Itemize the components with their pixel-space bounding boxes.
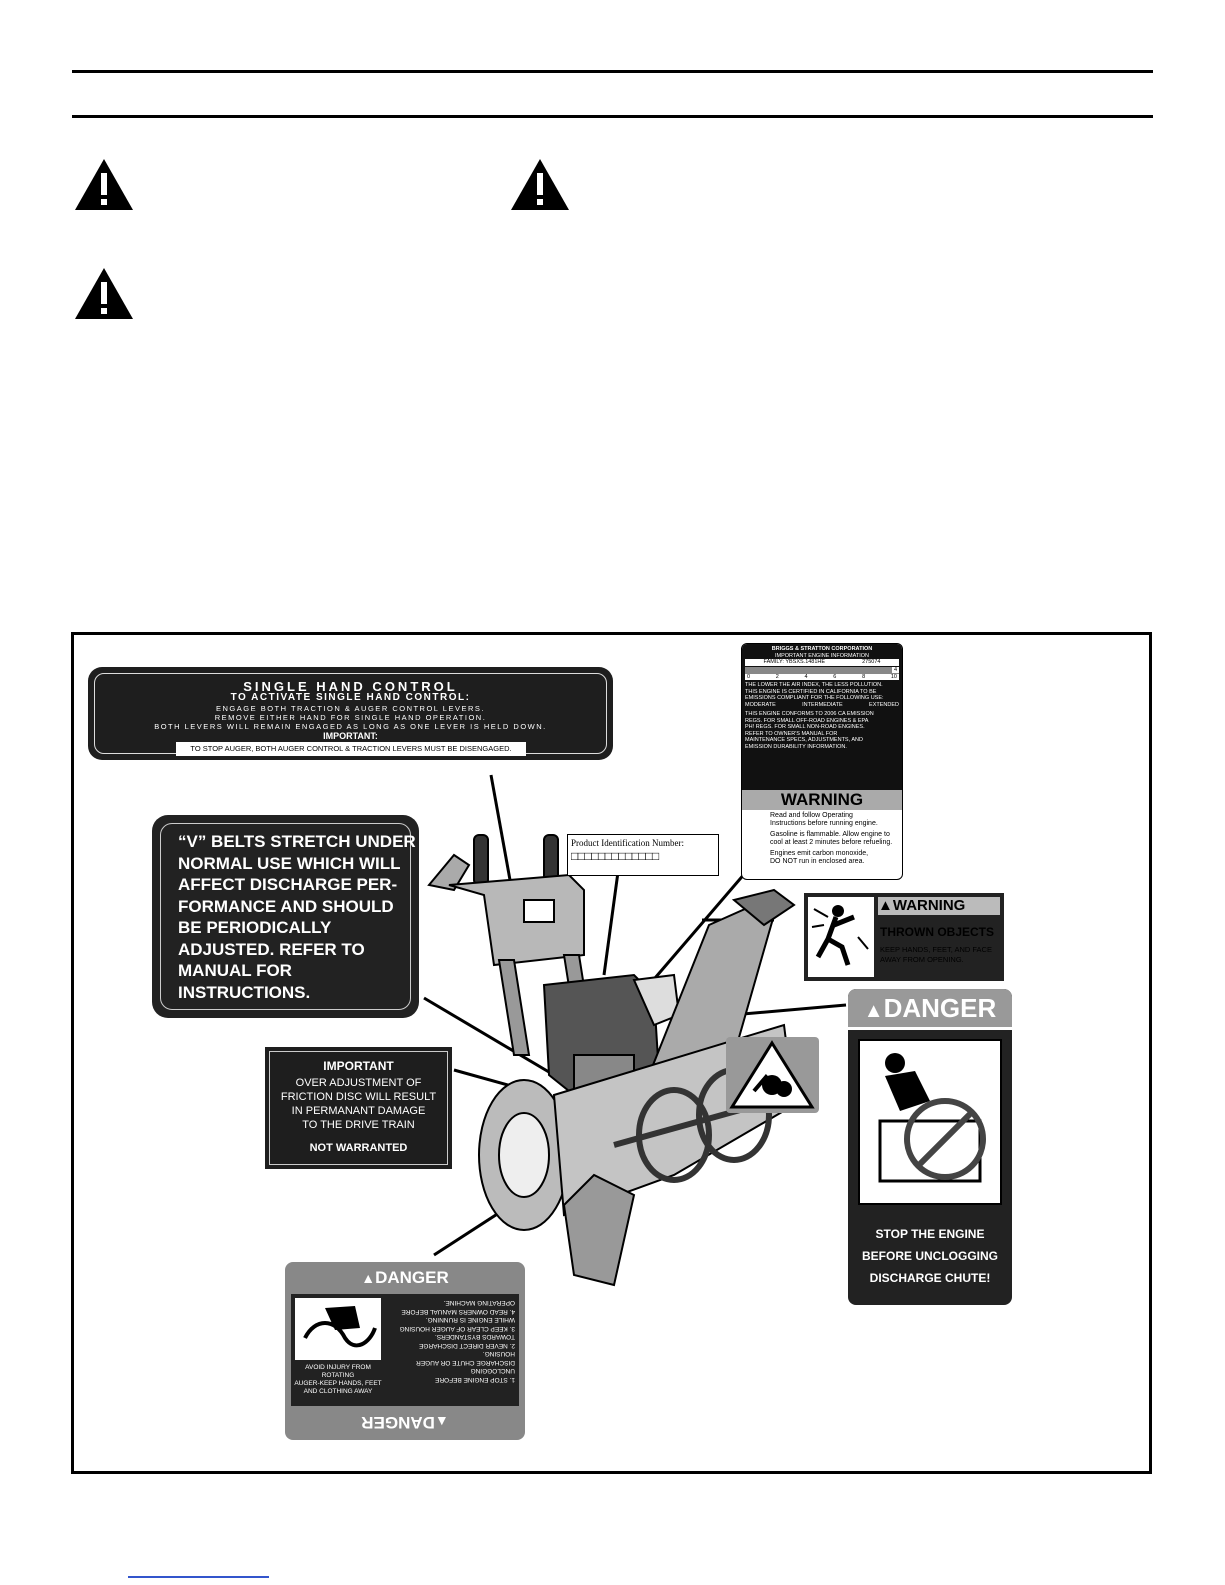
single-hand-control-important: IMPORTANT: — [323, 731, 378, 741]
engine-conform: REGS. FOR SMALL OFF-ROAD ENGINES & EPA — [745, 717, 869, 724]
single-hand-control-subtitle: TO ACTIVATE SINGLE HAND CONTROL: — [230, 692, 471, 703]
engine-conform: THIS ENGINE CONFORMS TO 2006 CA EMISSION — [745, 711, 874, 717]
v-belt-line: INSTRUCTIONS. — [178, 982, 311, 1002]
danger-auger-title-inverted: DANGER — [361, 1413, 435, 1432]
danger-chute-line: BEFORE UNCLOGGING — [861, 1249, 998, 1263]
air-index: 4 — [893, 666, 897, 673]
friction-line: IN PERMANANT DAMAGE — [291, 1105, 426, 1117]
use-intermediate: INTERMEDIATE — [802, 701, 843, 708]
danger-chute-line: DISCHARGE CHUTE! — [869, 1271, 991, 1285]
danger-auger-left: AND CLOTHING AWAY — [303, 1388, 373, 1395]
warning-triangle-icon — [73, 266, 135, 321]
danger-auger-right: 2. NEVER DIRECT DISCHARGE — [419, 1342, 515, 1349]
friction-line: FRICTION DISC WILL RESULT — [280, 1091, 437, 1103]
auger-hazard-icon — [295, 1298, 381, 1360]
engine-label-h1: BRIGGS & STRATTON CORPORATION — [771, 646, 873, 652]
product-id-title: Product Identification Number: — [571, 838, 684, 848]
danger-chute-title: DANGER — [883, 993, 997, 1023]
danger-auger-left: AVOID INJURY FROM ROTATING — [305, 1364, 371, 1379]
danger-auger-right: HOUSING. — [482, 1350, 515, 1358]
v-belt-decal — [152, 815, 419, 1018]
thrown-objects-icon — [808, 897, 874, 977]
hand-entanglement-icon — [726, 1037, 819, 1113]
engine-warning-title: WARNING — [780, 789, 864, 809]
single-hand-control-decal — [88, 667, 613, 760]
danger-auger-title: DANGER — [375, 1268, 449, 1287]
auger-hazard-decal — [726, 1037, 819, 1113]
thrown-objects-decal — [804, 893, 1004, 981]
thrown-objects-text: KEEP HANDS, FEET, AND FACE — [880, 945, 992, 954]
second-rule — [72, 115, 1153, 118]
engine-code: 275074 — [862, 659, 881, 665]
engine-conform: MAINTENANCE SPECS, ADJUSTMENTS, AND — [745, 737, 863, 743]
air-scale-8: 8 — [862, 673, 866, 680]
engine-label-h2: IMPORTANT ENGINE INFORMATION — [774, 652, 869, 659]
engine-conform: EMISSION DURABILITY INFORMATION. — [745, 743, 847, 750]
thrown-objects-text: AWAY FROM OPENING. — [880, 955, 964, 964]
air-scale-6: 6 — [833, 673, 837, 680]
use-moderate: MODERATE — [745, 701, 776, 708]
warning-triangle-icon — [73, 157, 135, 212]
friction-footer: NOT WARRANTED — [309, 1142, 408, 1154]
friction-disc-decal — [265, 1047, 452, 1169]
single-hand-control-important-text: TO STOP AUGER, BOTH AUGER CONTROL & TRACTION LEVERS MUST BE DISENGAGED. — [176, 742, 526, 756]
engine-warning-line: Engines emit carbon monoxide, — [770, 850, 869, 857]
product-id-boxes: □□□□□□□□□□□□□ — [571, 849, 659, 863]
v-belt-line: AFFECT DISCHARGE PER- — [178, 875, 398, 894]
v-belt-line: BE PERIODICALLY — [178, 918, 332, 937]
v-belt-line: “V” BELTS STRETCH UNDER — [178, 832, 416, 851]
warning-triangle-icon: ▲ — [434, 1414, 449, 1430]
air-scale-0: 0 — [747, 673, 751, 680]
product-id-label — [567, 834, 719, 876]
use-extended: EXTENDED — [869, 701, 899, 708]
danger-auger-right: TOWARDS BYSTANDERS. — [434, 1333, 515, 1341]
engine-text: THE LOWER THE AIR INDEX, THE LESS POLLUTION. — [745, 682, 883, 688]
danger-auger-right: 1. STOP ENGINE BEFORE UNCLOGGING — [435, 1367, 515, 1383]
warning-triangle-icon: ▲ — [863, 1000, 884, 1022]
air-scale-2: 2 — [775, 673, 779, 680]
engine-text: THIS ENGINE IS CERTIFIED IN CALIFORNIA TO BE — [745, 688, 877, 695]
danger-chute-line: STOP THE ENGINE — [875, 1227, 985, 1241]
v-belt-line: ADJUSTED. REFER TO — [178, 939, 365, 959]
engine-warning-line: DO NOT run in enclosed area. — [770, 858, 865, 865]
v-belt-line: MANUAL FOR — [178, 961, 292, 980]
air-scale-4: 4 — [804, 673, 808, 680]
engine-family: FAMILY: YBSXS.1481HE — [763, 659, 826, 665]
danger-auger-right: DISCHARGE CHUTE OR AUGER — [416, 1359, 515, 1366]
v-belt-line: NORMAL USE WHICH WILL — [178, 853, 401, 873]
no-hands-in-chute-icon — [860, 1041, 1000, 1203]
single-hand-control-line: ENGAGE BOTH TRACTION & AUGER CONTROL LEVERS. — [216, 704, 485, 713]
thrown-objects-title: THROWN OBJECTS — [880, 925, 994, 939]
friction-line: TO THE DRIVE TRAIN — [302, 1119, 415, 1131]
engine-conform: PH! REGS. FOR SMALL NON-ROAD ENGINES. — [745, 724, 865, 730]
danger-auger-right: WHILE ENGINE IS RUNNING. — [425, 1316, 515, 1324]
air-scale-10: 10 — [890, 673, 897, 680]
warning-triangle-icon: ▲ — [878, 897, 893, 914]
danger-auger-decal — [285, 1262, 525, 1440]
friction-line: OVER ADJUSTMENT OF — [295, 1077, 422, 1089]
bottom-link-underline[interactable] — [128, 1576, 269, 1578]
danger-auger-right: OPERATING MACHINE. — [443, 1299, 515, 1307]
engine-text: EMISSIONS COMPLIANT FOR THE FOLLOWING USE: — [745, 695, 884, 701]
top-rule — [72, 70, 1153, 73]
warning-triangle-icon — [509, 157, 571, 212]
thrown-warning-title: WARNING — [892, 897, 966, 914]
danger-auger-left: AUGER-KEEP HANDS, FEET — [294, 1380, 382, 1387]
warning-triangle-icon: ▲ — [361, 1270, 376, 1286]
decal-figure — [71, 632, 1152, 1474]
single-hand-control-line: BOTH LEVERS WILL REMAIN ENGAGED AS LONG AS ONE LEVER IS HELD DOWN. — [154, 722, 547, 731]
engine-warning-line: Gasoline is flammable. Allow engine to — [770, 831, 890, 838]
engine-conform: REFER TO OWNER'S MANUAL FOR — [745, 730, 838, 737]
danger-auger-right: 4. READ OWNERS MANUAL BEFORE — [401, 1308, 515, 1315]
single-hand-control-title: SINGLE HAND CONTROL — [243, 679, 458, 694]
v-belt-line: FORMANCE AND SHOULD — [178, 896, 394, 916]
danger-chute-decal — [848, 989, 1012, 1305]
single-hand-control-line: REMOVE EITHER HAND FOR SINGLE HAND OPERATION. — [214, 713, 487, 722]
engine-info-label — [741, 643, 903, 880]
danger-auger-right: 3. KEEP CLEAR OF AUGER HOUSING — [399, 1325, 515, 1332]
engine-warning-line: Read and follow Operating — [770, 812, 853, 819]
friction-title: IMPORTANT — [323, 1059, 394, 1073]
engine-warning-line: cool at least 2 minutes before refueling. — [770, 839, 893, 846]
engine-warning-line: Instructions before running engine. — [770, 820, 878, 827]
